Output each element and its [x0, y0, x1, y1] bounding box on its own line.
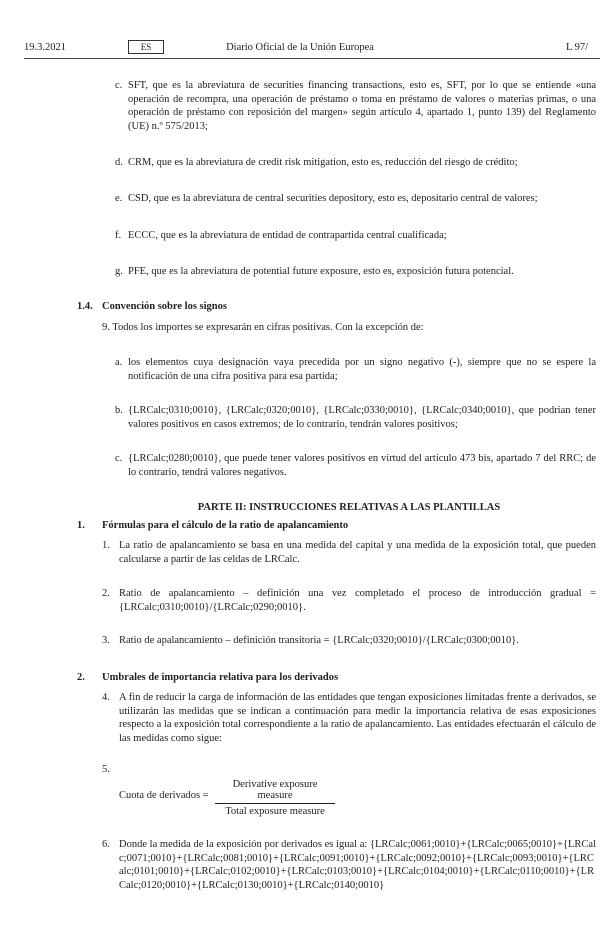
list-label: c.: [115, 453, 123, 464]
item-label: 4.: [102, 692, 110, 703]
list-text: {LRCalc;0280;0010}, que puede tener valores positivos en virtud del artículo 473 bis, apartado 7 del RRC; de lo contrario, tendrá valores negativos.: [128, 453, 596, 478]
section-number: 1.4.: [77, 301, 93, 312]
paragraph-6: Donde la medida de la exposición por derivados es igual a: {LRCalc;0061;0010}+{LRCalc;0065;0010}+{LRCalc;0071;0010}+{LRCalc;0081;0010}+{LRCalc;0091;0010}+{LRCalc;0092;0010}+{LRCalc;0093;0010}+{LRCalc;0101;0010}+{LRCalc;0102;0010}+{LRCalc;0103;0010}+{LRCalc;0104;0010}+{LRCalc;0110;0010}+{LRCalc;0120;0010}+{LRCalc;0130;0010}+{LRCalc;0140;0010}: [119, 839, 596, 891]
page-header: [0, 39, 600, 63]
def-text: CSD, que es la abreviatura de central securities depository, esto es, depositario central de valores;: [128, 193, 538, 204]
def-label: c.: [115, 80, 123, 91]
part-heading: PARTE II: INSTRUCCIONES RELATIVAS A LAS PLANTILLAS: [197, 502, 501, 513]
section-title: Fórmulas para el cálculo de la ratio de apalancamiento: [102, 520, 349, 531]
item-label: 1.: [102, 540, 110, 551]
formula-fraction: [215, 779, 335, 817]
paragraph-9: 9. Todos los importes se expresarán en cifras positivas. Con la excepción de:: [102, 322, 424, 333]
item-text: La ratio de apalancamiento se basa en una medida del capital y una medida de la exposición total, que pueden calcularse a partir de las celdas de LRCalc.: [119, 540, 596, 565]
item-label: 6.: [102, 839, 110, 850]
section-number: 1.: [77, 520, 85, 531]
def-text: ECCC, que es la abreviatura de entidad de contrapartida central cualificada;: [128, 230, 447, 241]
formula-denominator: Total exposure measure: [225, 806, 325, 817]
def-label: f.: [115, 230, 122, 241]
def-text: CRM, que es la abreviatura de credit risk mitigation, esto es, reducción del riesgo de crédito;: [128, 157, 518, 168]
def-label: e.: [115, 193, 123, 204]
language-badge: ES: [128, 40, 164, 54]
page-number: L 97/: [566, 42, 589, 53]
item-text: Ratio de apalancamiento – definición una vez completado el proceso de introducción gradual = {LRCalc;0310;0010}/{LRCalc;0290;0010}.: [119, 588, 596, 613]
def-text: PFE, que es la abreviatura de potential future exposure, esto es, exposición futura potencial.: [128, 266, 514, 277]
section-title: Convención sobre los signos: [102, 301, 227, 312]
def-text: SFT, que es la abreviatura de securities financing transactions, esto es, SFT, por lo que se entiende «una operación de recompra, una operación de préstamo o toma en préstamo de valores o materias primas, o una operación de préstamo con reposición del margen» según artículo 4, apartado 1, punto 139) del Reglamento (UE) n.º 575/2013;: [128, 80, 596, 132]
list-text: {LRCalc;0310;0010}, {LRCalc;0320;0010}, {LRCalc;0330;0010}, {LRCalc;0340;0010}, que podrían tener valores positivos en casos extremos; de lo contrario, tendrán valores positivos;: [128, 405, 596, 430]
item-text: Ratio de apalancamiento – definición transitoria = {LRCalc;0320;0010}/{LRCalc;0300;0010}.: [119, 635, 519, 646]
journal-title: Diario Oficial de la Unión Europea: [226, 42, 374, 53]
item-label: 3.: [102, 635, 110, 646]
list-label: a.: [115, 357, 123, 368]
def-label: d.: [115, 157, 123, 168]
item-label: 5.: [102, 764, 110, 775]
publication-date: 19.3.2021: [24, 42, 66, 53]
section-number: 2.: [77, 672, 85, 683]
formula-numerator: Derivative exposure measure: [215, 779, 335, 804]
def-label: g.: [115, 266, 123, 277]
item-label: 2.: [102, 588, 110, 599]
list-text: los elementos cuya designación vaya precedida por un signo negativo (-), siempre que no se espere la notificación de una cifra positiva para esa partida;: [128, 357, 596, 382]
formula-lhs: Cuota de derivados =: [119, 790, 209, 801]
header-rule: [24, 58, 600, 59]
section-title: Umbrales de importancia relativa para los derivados: [102, 672, 339, 683]
paragraph-4: A fin de reducir la carga de información de las entidades que tengan exposiciones limitadas frente a derivados, se utilizarán las medidas que se indican a continuación para medir la importancia relativa de esas exposiciones respecto a la exposición total correspondiente a la ratio de apalancamiento. Las entidades efectuarán el cálculo de las medidas como sigue:: [119, 692, 596, 744]
list-label: b.: [115, 405, 123, 416]
